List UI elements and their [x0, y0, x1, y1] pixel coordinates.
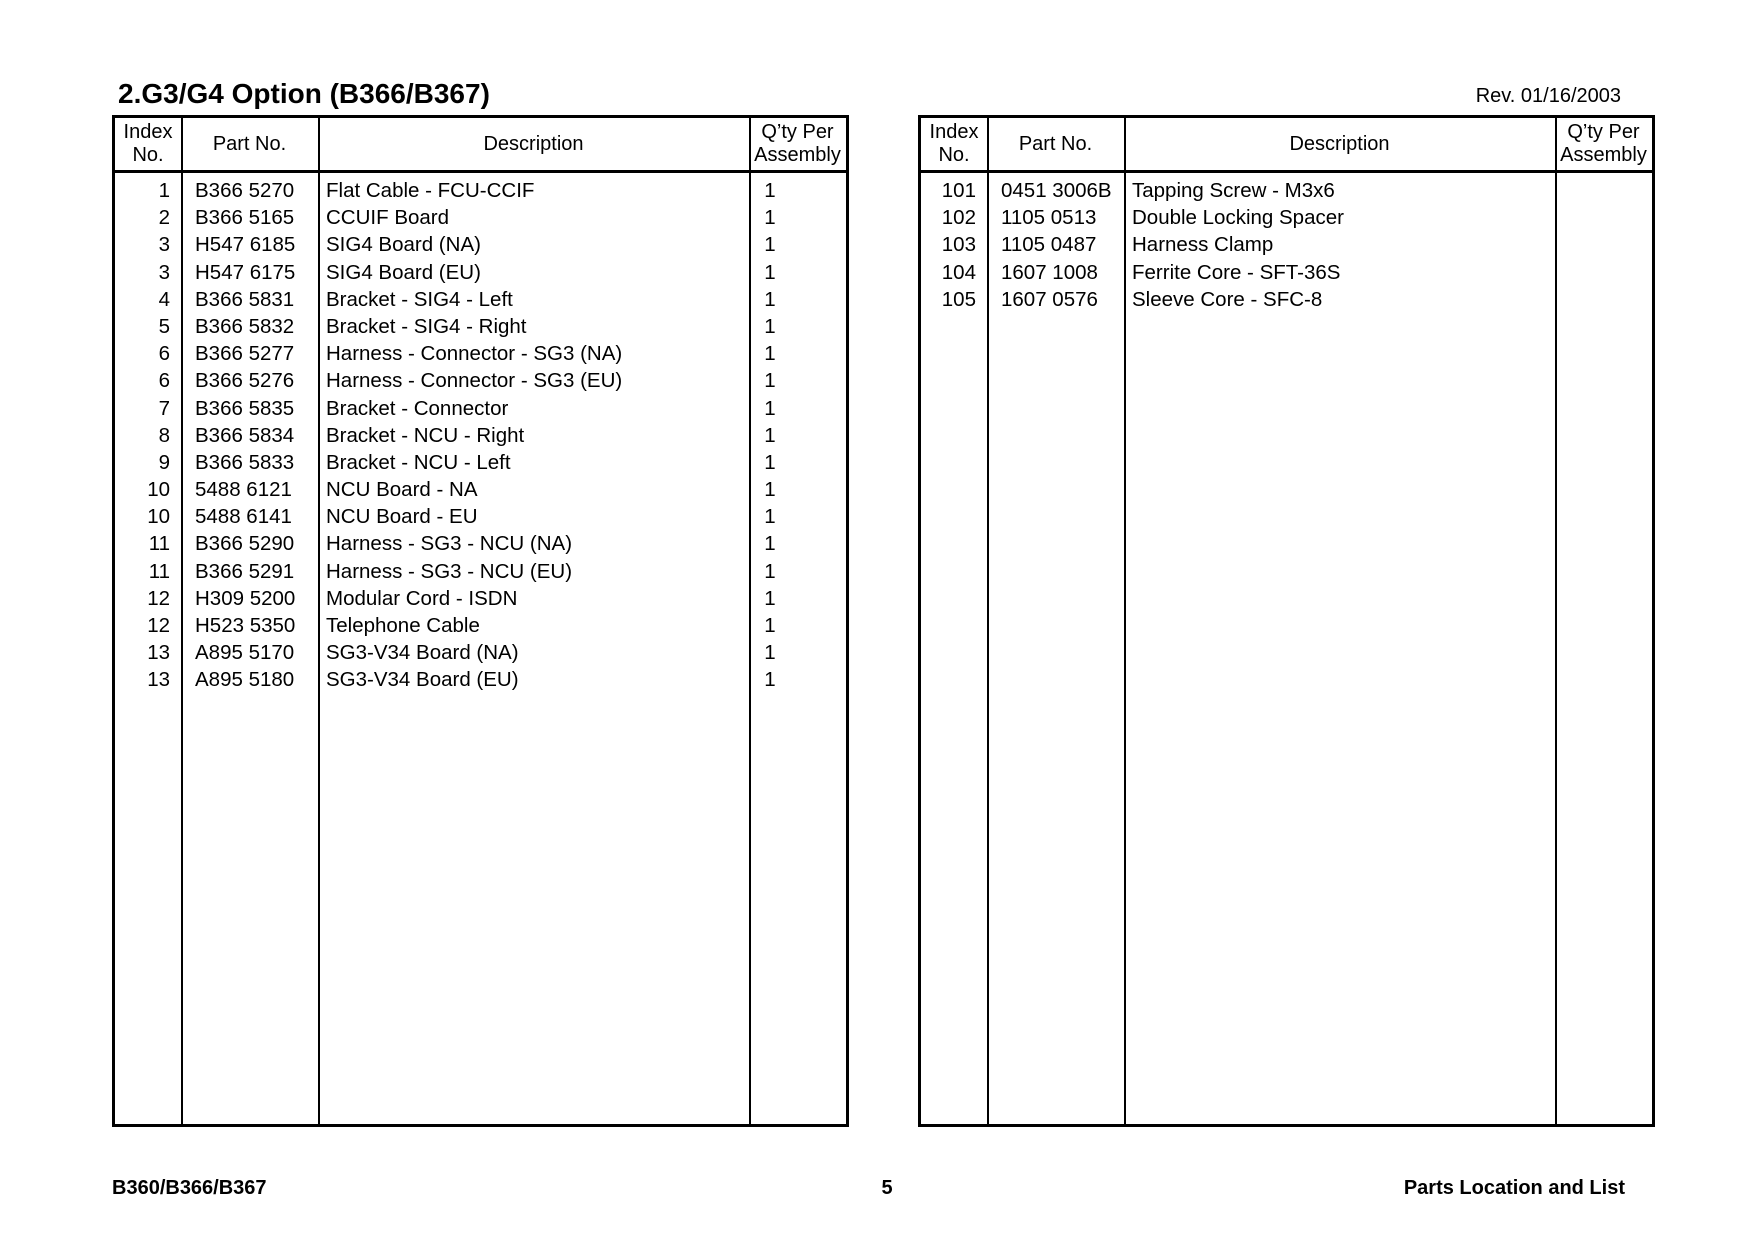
table-row [115, 422, 846, 449]
table-row [115, 204, 846, 231]
table-row [115, 612, 846, 639]
table-row [115, 177, 846, 204]
description-cell: Harness - Connector - SG3 (NA) [326, 342, 623, 366]
header-part-no: Part No. [1018, 132, 1093, 155]
quantity-cell: 1 [764, 423, 776, 447]
header-index: Index No. [929, 121, 979, 166]
index-cell: 11 [148, 532, 170, 556]
part-number-cell: B366 5165 [195, 206, 295, 230]
index-cell: 11 [148, 559, 170, 583]
description-cell: Tapping Screw - M3x6 [1132, 179, 1335, 202]
part-number-cell: 1105 0487 [1001, 233, 1097, 257]
header-qty: Q’ty Per Assembly [754, 121, 841, 166]
index-cell: 6 [158, 369, 170, 393]
part-number-cell: 1607 1008 [1001, 260, 1098, 284]
quantity-cell: 1 [764, 532, 776, 556]
table-row [115, 558, 846, 585]
part-number-cell: B366 5833 [195, 450, 295, 474]
description-cell: Harness - Connector - SG3 (EU) [326, 369, 623, 393]
table-row [115, 340, 846, 367]
index-cell: 12 [147, 586, 170, 610]
footer-section: Parts Location and List [1403, 1177, 1625, 1199]
part-number-cell: B366 5834 [195, 423, 295, 447]
table-row [115, 476, 846, 503]
index-cell: 10 [147, 505, 170, 529]
part-number-cell: B366 5277 [195, 342, 295, 366]
index-cell: 104 [941, 260, 976, 284]
part-number-cell: B366 5270 [195, 179, 295, 202]
quantity-cell: 1 [764, 369, 776, 393]
part-number-cell: B366 5276 [195, 369, 295, 393]
index-cell: 8 [158, 423, 170, 447]
table-row [115, 231, 846, 258]
index-cell: 10 [147, 478, 170, 502]
quantity-cell: 1 [764, 614, 776, 637]
part-number-cell: H547 6175 [195, 260, 296, 284]
index-cell: 6 [158, 342, 170, 366]
part-number-cell: B366 5832 [195, 314, 295, 338]
description-cell: SIG4 Board (NA) [326, 233, 481, 257]
description-cell: Sleeve Core - SFC-8 [1132, 287, 1323, 311]
parts-table-right [918, 115, 1655, 1127]
index-cell: 3 [158, 233, 170, 257]
index-cell: 2 [158, 206, 170, 230]
index-cell: 13 [147, 641, 170, 665]
footer-page-number: 5 [881, 1177, 893, 1199]
part-number-cell: H309 5200 [195, 586, 296, 610]
description-cell: Bracket - SIG4 - Right [326, 314, 527, 338]
quantity-cell: 1 [764, 233, 776, 257]
index-cell: 1 [158, 179, 170, 202]
part-number-cell: 5488 6121 [195, 478, 292, 502]
table-row [115, 666, 846, 693]
table-row [115, 286, 846, 313]
description-cell: Bracket - NCU - Right [326, 423, 525, 447]
table-row [115, 530, 846, 557]
description-cell: Bracket - Connector [326, 396, 509, 420]
table-row [921, 259, 1652, 286]
quantity-cell: 1 [764, 179, 776, 202]
table-row [115, 449, 846, 476]
part-number-cell: B366 5291 [195, 559, 295, 583]
part-number-cell: B366 5831 [195, 287, 295, 311]
part-number-cell: 1607 0576 [1001, 287, 1098, 311]
quantity-cell: 1 [764, 505, 776, 529]
description-cell: Ferrite Core - SFT-36S [1132, 260, 1341, 284]
description-cell: SG3-V34 Board (NA) [326, 641, 519, 665]
footer-model: B360/B366/B367 [112, 1177, 267, 1199]
table-row [115, 585, 846, 612]
description-cell: Modular Cord - ISDN [326, 586, 518, 610]
part-number-cell: B366 5835 [195, 396, 295, 420]
quantity-cell: 1 [764, 668, 776, 692]
table-row [921, 204, 1652, 231]
header-qty: Q’ty Per Assembly [1560, 121, 1647, 166]
quantity-cell: 1 [764, 559, 776, 583]
index-cell: 7 [158, 396, 170, 420]
description-cell: SG3-V34 Board (EU) [326, 668, 519, 692]
header-divider [115, 170, 846, 173]
quantity-cell: 1 [764, 478, 776, 502]
index-cell: 5 [158, 314, 170, 338]
table-row [115, 503, 846, 530]
table-row [921, 286, 1652, 313]
index-cell: 4 [158, 287, 170, 311]
quantity-cell: 1 [764, 287, 776, 311]
part-number-cell: 0451 3006B [1001, 179, 1112, 202]
table-body [921, 177, 1652, 313]
header-divider [921, 170, 1652, 173]
quantity-cell: 1 [764, 342, 776, 366]
header-description: Description [483, 132, 584, 155]
index-cell: 9 [158, 450, 170, 474]
quantity-cell: 1 [764, 260, 776, 284]
index-cell: 12 [147, 614, 170, 637]
description-cell: Telephone Cable [326, 614, 480, 637]
description-cell: Bracket - SIG4 - Left [326, 287, 513, 311]
header-part-no: Part No. [212, 132, 287, 155]
index-cell: 13 [147, 668, 170, 692]
table-row [921, 177, 1652, 204]
quantity-cell: 1 [764, 586, 776, 610]
quantity-cell: 1 [764, 206, 776, 230]
quantity-cell: 1 [764, 450, 776, 474]
part-number-cell: A895 5170 [195, 641, 295, 665]
part-number-cell: H547 6185 [195, 233, 296, 257]
page-title: 2.G3/G4 Option (B366/B367) [118, 78, 490, 109]
index-cell: 102 [941, 206, 976, 230]
description-cell: NCU Board - NA [326, 478, 478, 502]
table-body [115, 177, 846, 694]
table-row [115, 395, 846, 422]
table-row [115, 367, 846, 394]
description-cell: Double Locking Spacer [1132, 206, 1344, 230]
description-cell: Harness - SG3 - NCU (EU) [326, 559, 573, 583]
part-number-cell: 5488 6141 [195, 505, 292, 529]
description-cell: NCU Board - EU [326, 505, 478, 529]
description-cell: CCUIF Board [326, 206, 450, 230]
part-number-cell: H523 5350 [195, 614, 296, 637]
part-number-cell: A895 5180 [195, 668, 295, 692]
description-cell: Harness - SG3 - NCU (NA) [326, 532, 573, 556]
description-cell: Flat Cable - FCU-CCIF [326, 179, 535, 202]
table-row [921, 231, 1652, 258]
header-description: Description [1289, 132, 1390, 155]
quantity-cell: 1 [764, 641, 776, 665]
part-number-cell: B366 5290 [195, 532, 295, 556]
part-number-cell: 1105 0513 [1001, 206, 1097, 230]
revision-date: Rev. 01/16/2003 [1475, 85, 1621, 107]
table-row [115, 313, 846, 340]
header-index: Index No. [123, 121, 173, 166]
quantity-cell: 1 [764, 396, 776, 420]
description-cell: SIG4 Board (EU) [326, 260, 481, 284]
index-cell: 105 [941, 287, 976, 311]
description-cell: Harness Clamp [1132, 233, 1274, 257]
table-row [115, 639, 846, 666]
index-cell: 101 [941, 179, 976, 202]
description-cell: Bracket - NCU - Left [326, 450, 511, 474]
parts-table-left [112, 115, 849, 1127]
table-row [115, 259, 846, 286]
index-cell: 3 [158, 260, 170, 284]
index-cell: 103 [941, 233, 976, 257]
quantity-cell: 1 [764, 314, 776, 338]
